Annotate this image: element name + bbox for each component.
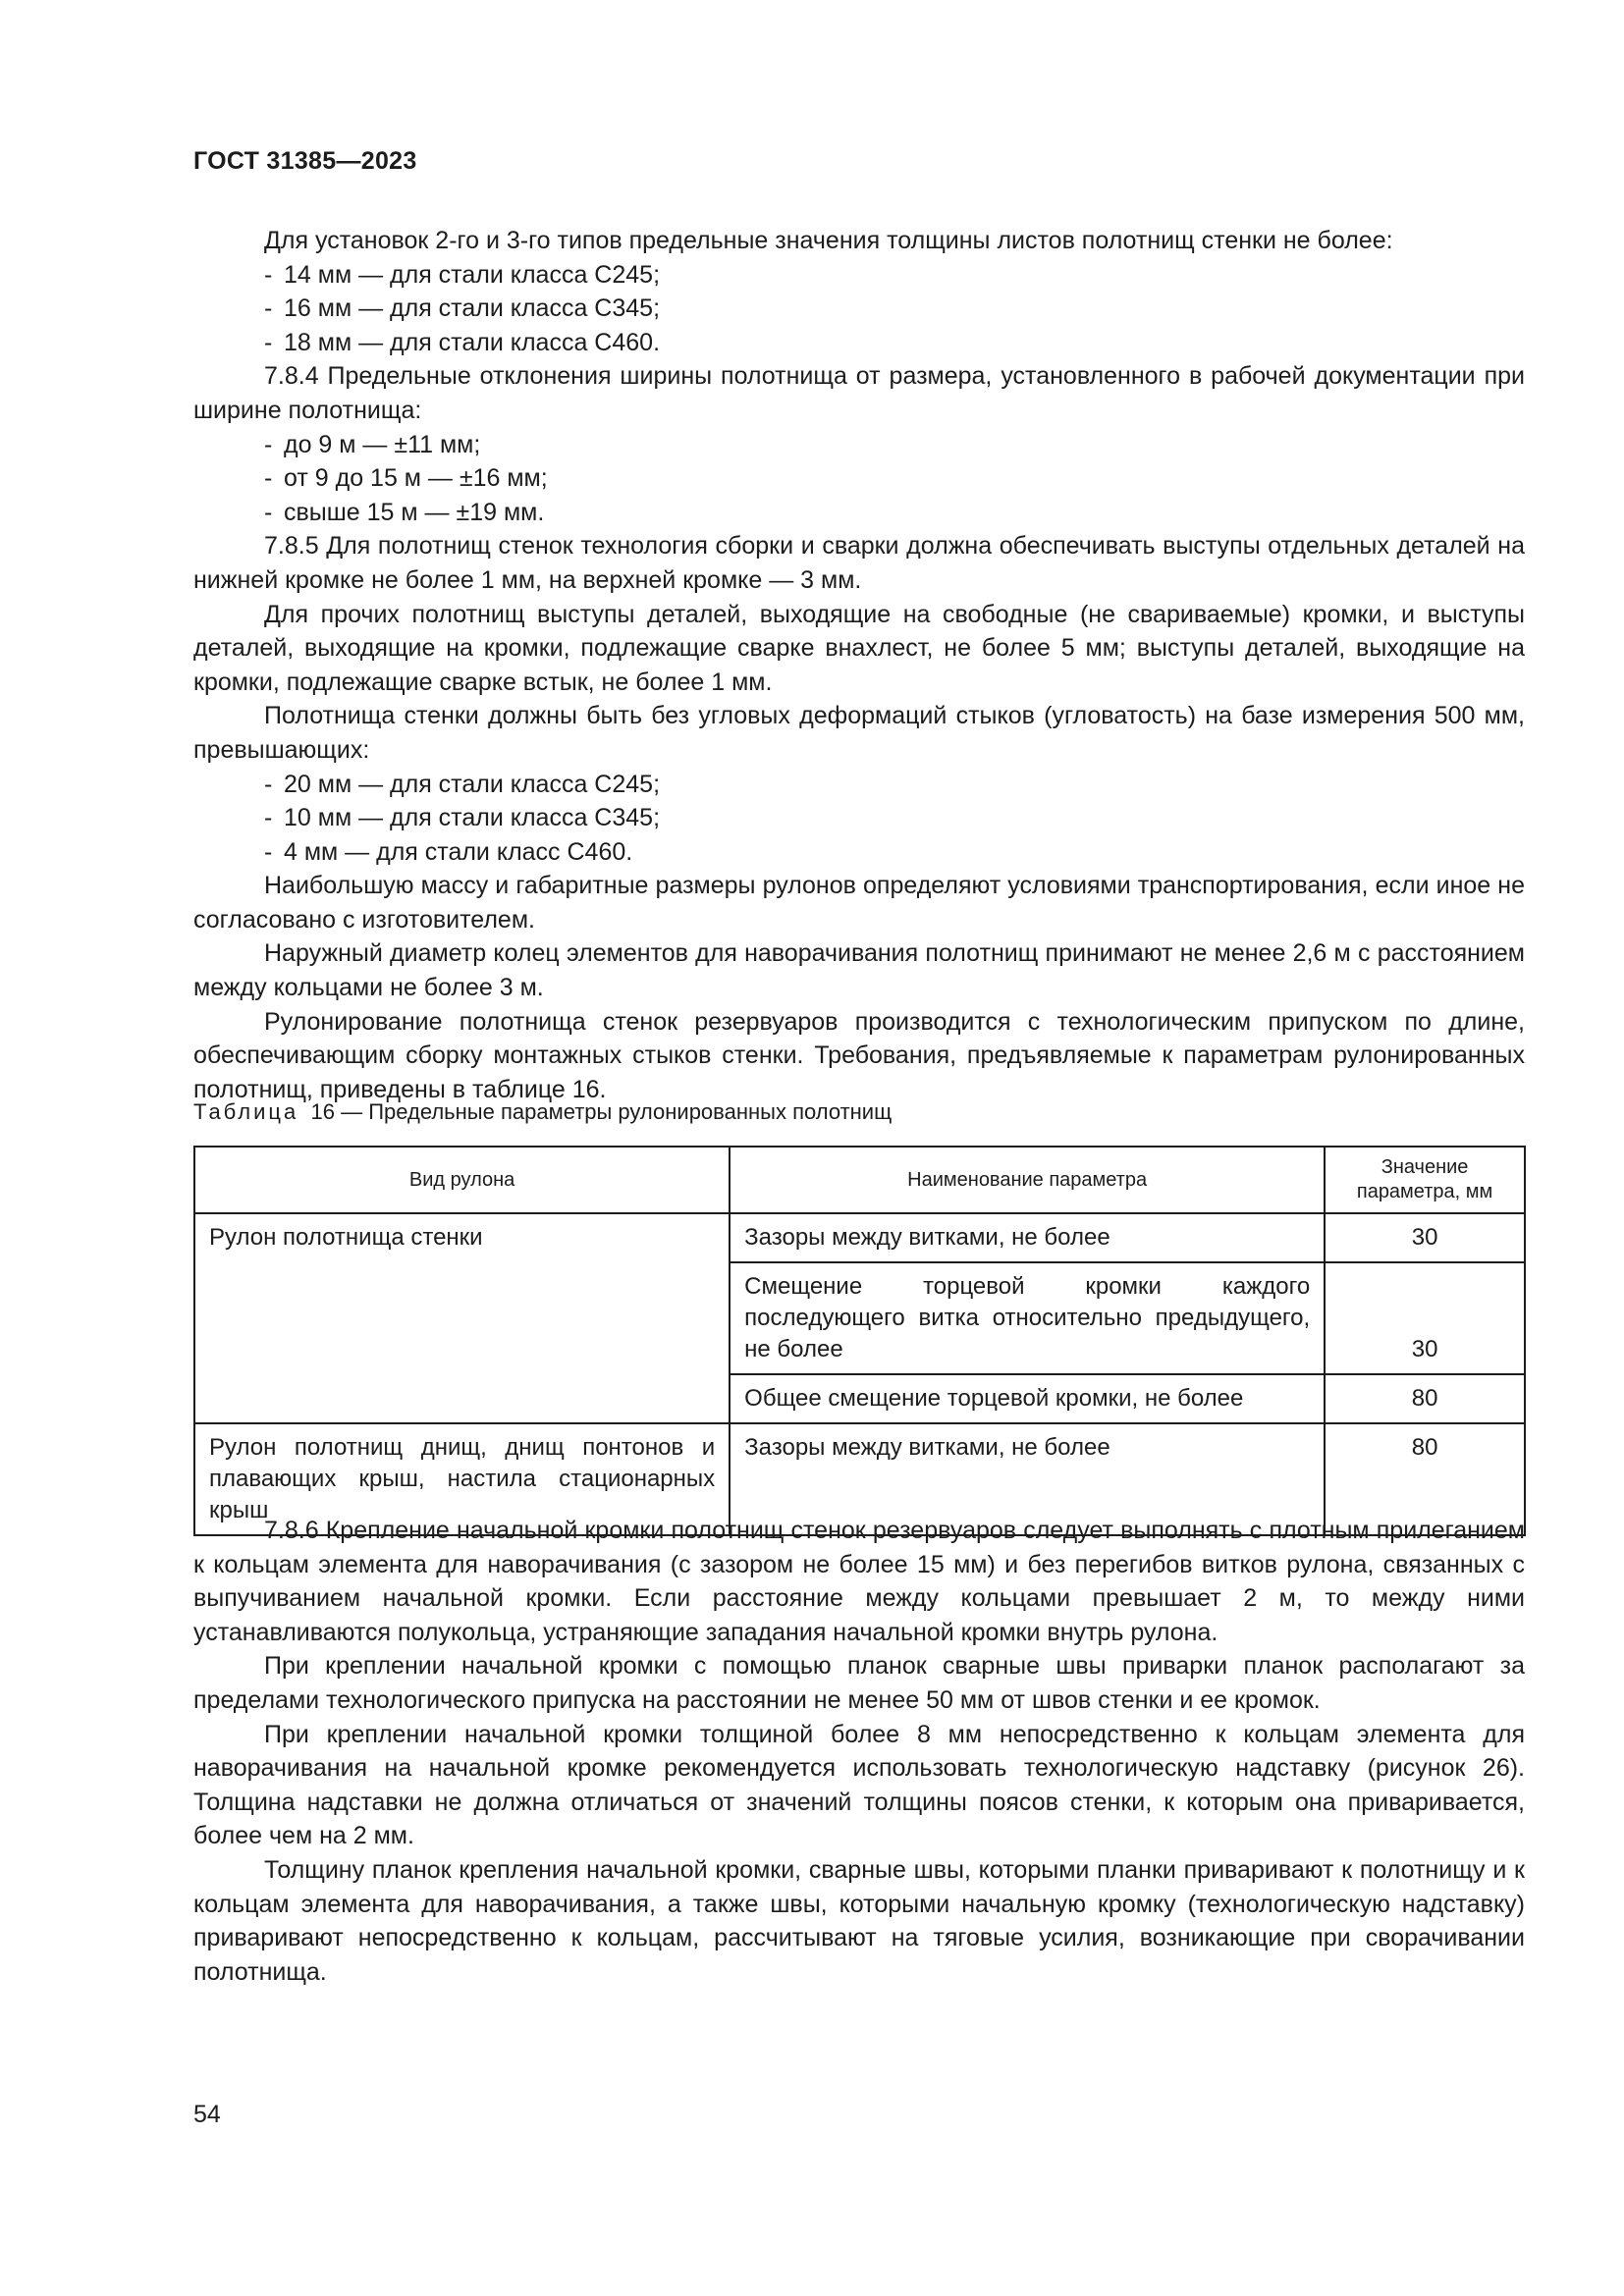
list-item: - 10 мм — для стали класса С345; [264, 804, 661, 832]
list-item: - свыше 15 м — ±19 мм. [264, 498, 545, 526]
table-header-row [194, 1147, 1525, 1213]
paragraph: При креплении начальной кромки с помощью планок сварные швы приварки планок располагают за пределами технологического припуска на расстоянии не менее 50 мм от швов стенки и ее кромок. [193, 1652, 1525, 1714]
cell-value: 80 [1325, 1423, 1525, 1535]
list-item: - до 9 м — ±11 мм; [264, 430, 481, 458]
paragraph: Полотнища стенки должны быть без угловых деформаций стыков (угловатость) на базе измерения 500 мм, превышающих: [193, 702, 1525, 764]
list-item: - 18 мм — для стали класса С460. [264, 328, 661, 356]
column-header-parameter: Наименование параметра [730, 1147, 1325, 1213]
paragraph: При креплении начальной кромки толщиной более 8 мм непосредственно к кольцам элемента для наворачивания на начальной кромке рекомендуется использовать технологическую надставку (рисунок 26). Толщина надставки не должна отличаться от значений толщины поясов стенки, к которым она приваривается, более чем на 2 мм. [193, 1720, 1525, 1850]
list-item: - 20 мм — для стали класса С245; [264, 770, 661, 798]
document-code-header: ГОСТ 31385—2023 [193, 147, 417, 175]
section-lower-text [193, 1514, 1525, 1989]
table-caption-label: Таблица [193, 1099, 299, 1124]
section-upper-text [193, 224, 1525, 1106]
cell-roll-type: Рулон полотнища стенки [194, 1213, 730, 1262]
page-number: 54 [193, 2101, 221, 2128]
cell-parameter: Зазоры между витками, не более [730, 1423, 1325, 1535]
table-caption-text: 16 — Предельные параметры рулонированных полотнищ [310, 1099, 893, 1124]
cell-roll-type [194, 1374, 730, 1423]
paragraph: Толщину планок крепления начальной кромки, сварные швы, которыми планки приваривают к полотнищу и к кольцам элемента для наворачивания, а также швы, которыми начальную кромку (технологическую надставку) приваривают непосредственно к кольцам, рассчитывают на тяговые усилия, возникающие при сворачивании полотнища. [193, 1855, 1525, 1986]
table-row [194, 1374, 1525, 1423]
list-item: - 14 мм — для стали класса С245; [264, 260, 661, 289]
cell-roll-type [194, 1262, 730, 1374]
paragraph-7-8-6: 7.8.6 Крепление начальной кромки полотнищ стенок резервуаров следует выполнять с плотным прилеганием к кольцам элемента для наворачивания (с зазором не более 15 мм) и без перегибов витков рулона, связанных с выпучиванием начальной кромки. Если расстояние между кольцами превышает 2 м, то между ними устанавливаются полукольца, устраняющие западания начальной кромки внутрь рулона. [193, 1517, 1525, 1646]
cell-parameter: Зазоры между витками, не более [730, 1213, 1325, 1262]
cell-value: 30 [1325, 1213, 1525, 1262]
paragraph-7-8-5: 7.8.5 Для полотнищ стенок технология сборки и сварки должна обеспечивать выступы отдельных деталей на нижней кромке не более 1 мм, на верхней кромке — 3 мм. [193, 532, 1525, 594]
table-row [194, 1213, 1525, 1262]
cell-roll-type: Рулон полотнищ днищ, днищ понтонов и плавающих крыш, настила стационарных крыш [194, 1423, 730, 1535]
list-item: - 4 мм — для стали класс С460. [264, 837, 633, 866]
cell-parameter: Смещение торцевой кромки каждого последующего витка относительно предыдущего, не более [730, 1262, 1325, 1374]
list-item: - от 9 до 15 м — ±16 мм; [264, 464, 548, 493]
column-header-value: Значение параметра, мм [1325, 1147, 1525, 1213]
paragraph: Наибольшую массу и габаритные размеры рулонов определяют условиями транспортирования, если иное не согласовано с изготовителем. [193, 872, 1525, 934]
parameters-table [193, 1146, 1526, 1536]
cell-parameter: Общее смещение торцевой кромки, не более [730, 1374, 1325, 1423]
paragraph: Наружный диаметр колец элементов для наворачивания полотнищ принимают не менее 2,6 м с расстоянием между кольцами не более 3 м. [193, 939, 1525, 1002]
cell-value: 30 [1325, 1262, 1525, 1374]
paragraph: Для установок 2-го и 3-го типов предельные значения толщины листов полотнищ стенки не более: [264, 227, 1393, 254]
cell-value: 80 [1325, 1374, 1525, 1423]
list-item: - 16 мм — для стали класса С345; [264, 294, 661, 323]
column-header-roll-type: Вид рулона [194, 1147, 730, 1213]
table-row [194, 1262, 1525, 1374]
paragraph-7-8-4: 7.8.4 Предельные отклонения ширины полотнища от размера, установленного в рабочей документации при ширине полотнища: [193, 362, 1525, 424]
paragraph: Для прочих полотнищ выступы деталей, выходящие на свободные (не свариваемые) кромки, и выступы деталей, выходящие на кромки, подлежащие сварке внахлест, не более 5 мм; выступы деталей, выходящие на кромки, подлежащие сварке встык, не более 1 мм. [193, 600, 1525, 696]
paragraph: Рулонирование полотнища стенок резервуаров производится с технологическим припуском по длине, обеспечивающим сборку монтажных стыков стенки. Требования, предъявляемые к параметрам рулонированных полотнищ, приведены в таблице 16. [193, 1007, 1525, 1103]
table-caption [193, 1097, 892, 1127]
